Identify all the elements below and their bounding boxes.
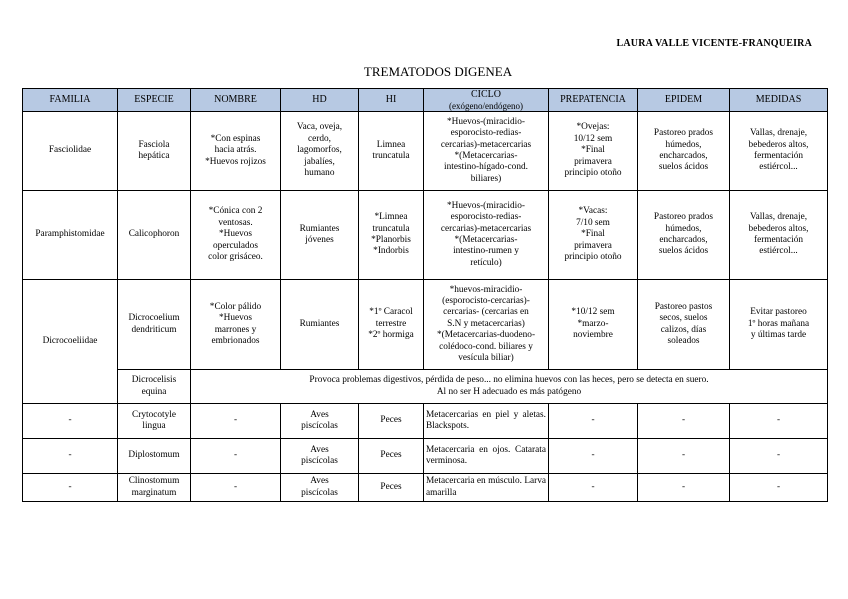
cell-epidem: Pastoreo prados húmedos, encharcados, suelos ácidos — [638, 112, 730, 191]
cell-prepatencia: - — [549, 474, 638, 502]
cell-ciclo: *Huevos-(miracidio- esporocisto-redias- cercarias)-metacercarias *(Metacercarias- intestino-hígado-cond. biliares) — [424, 112, 549, 191]
cell-ciclo: *Huevos-(miracidio- esporocisto-redias- cercarias)-metacercarias *(Metacercarias- intestino-rumen y retículo) — [424, 191, 549, 280]
table-row — [23, 404, 828, 439]
col-especie: ESPECIE — [118, 89, 191, 112]
table-row — [23, 439, 828, 474]
cell-hi: *1º Caracol terrestre *2º hormiga — [359, 280, 424, 370]
col-ciclo-label: CICLO — [471, 89, 501, 101]
cell-prepatencia: *10/12 sem *marzo- noviembre — [549, 280, 638, 370]
cell-note: Provoca problemas digestivos, pérdida de peso... no elimina huevos con las heces, pero se detecta en suero. Al no ser H adecuado es más patógeno — [191, 370, 828, 404]
cell-nombre: *Cónica con 2 ventosas. *Huevos operculados color grisáceo. — [191, 191, 281, 280]
col-ciclo-sub: (exógeno/endógeno) — [449, 100, 523, 111]
author-name: LAURA VALLE VICENTE-FRANQUEIRA — [616, 38, 812, 49]
cell-prepatencia: - — [549, 404, 638, 439]
cell-ciclo: Metacercaria en ojos. Catarata verminosa. — [424, 439, 549, 474]
cell-nombre: - — [191, 404, 281, 439]
cell-epidem: - — [638, 474, 730, 502]
cell-especie: Fasciola hepática — [118, 112, 191, 191]
cell-hi: Peces — [359, 439, 424, 474]
table-row — [23, 280, 828, 370]
cell-nombre: *Con espinas hacia atrás. *Huevos rojizos — [191, 112, 281, 191]
cell-medidas: - — [730, 439, 828, 474]
cell-familia: - — [23, 404, 118, 439]
cell-medidas: - — [730, 474, 828, 502]
trematodos-table — [22, 88, 828, 502]
cell-especie: Dicrocoelium dendriticum — [118, 280, 191, 370]
cell-hi: Limnea truncatula — [359, 112, 424, 191]
cell-epidem: - — [638, 439, 730, 474]
cell-especie: Clinostomum marginatum — [118, 474, 191, 502]
cell-hi: Peces — [359, 404, 424, 439]
cell-familia: Paramphistomidae — [23, 191, 118, 280]
cell-familia: - — [23, 474, 118, 502]
cell-prepatencia: *Vacas: 7/10 sem *Final primavera principio otoño — [549, 191, 638, 280]
cell-medidas: - — [730, 404, 828, 439]
cell-hi: Peces — [359, 474, 424, 502]
cell-familia: - — [23, 439, 118, 474]
cell-medidas: Vallas, drenaje, bebederos altos, fermentación estiércol... — [730, 191, 828, 280]
cell-ciclo: *huevos-miracidio- (esporocisto-cercarias)- cercarias- (cercarias en S.N y metacercarias) *(Metacercarias-duodeno- colédoco-cond. biliares y vesícula biliar) — [424, 280, 549, 370]
cell-epidem: Pastoreo pastos secos, suelos calizos, días soleados — [638, 280, 730, 370]
cell-prepatencia: *Ovejas: 10/12 sem *Final primavera principio otoño — [549, 112, 638, 191]
col-familia: FAMILIA — [23, 89, 118, 112]
cell-familia: Fasciolidae — [23, 112, 118, 191]
table-row — [23, 112, 828, 191]
cell-hd: Rumiantes — [281, 280, 359, 370]
cell-nombre: - — [191, 474, 281, 502]
col-hi: HI — [359, 89, 424, 112]
col-medidas: MEDIDAS — [730, 89, 828, 112]
cell-nombre: *Color pálido *Huevos marrones y embrionados — [191, 280, 281, 370]
table-row — [23, 474, 828, 502]
cell-epidem: Pastoreo prados húmedos, encharcados, suelos ácidos — [638, 191, 730, 280]
cell-prepatencia: - — [549, 439, 638, 474]
header-row — [23, 89, 828, 112]
cell-ciclo: Metacercarias en piel y aletas. Blackspots. — [424, 404, 549, 439]
cell-ciclo: Metacercaria en músculo. Larva amarilla — [424, 474, 549, 502]
cell-hd: Vaca, oveja, cerdo, lagomorfos, jabalíes, humano — [281, 112, 359, 191]
cell-familia: Dicrocoeliidae — [23, 280, 118, 404]
cell-medidas: Vallas, drenaje, bebederos altos, fermentación estiércol... — [730, 112, 828, 191]
cell-hd: Aves piscícolas — [281, 404, 359, 439]
cell-especie: Crytocotyle lingua — [118, 404, 191, 439]
cell-especie: Dicrocelisis equina — [118, 370, 191, 404]
col-prepatencia: PREPATENCIA — [549, 89, 638, 112]
table-row — [23, 191, 828, 280]
cell-nombre: - — [191, 439, 281, 474]
cell-hd: Aves piscícolas — [281, 474, 359, 502]
col-nombre: NOMBRE — [191, 89, 281, 112]
cell-especie: Calicophoron — [118, 191, 191, 280]
col-ciclo — [424, 89, 549, 112]
cell-hd: Rumiantes jóvenes — [281, 191, 359, 280]
table-row — [23, 370, 828, 404]
cell-hi: *Limnea truncatula *Planorbis *Indorbis — [359, 191, 424, 280]
col-hd: HD — [281, 89, 359, 112]
page-title: TREMATODOS DIGENEA — [363, 64, 513, 79]
cell-medidas: Evitar pastoreo 1º horas mañana y últimas tarde — [730, 280, 828, 370]
cell-epidem: - — [638, 404, 730, 439]
cell-hd: Aves piscícolas — [281, 439, 359, 474]
col-epidem: EPIDEM — [638, 89, 730, 112]
cell-especie: Diplostomum — [118, 439, 191, 474]
